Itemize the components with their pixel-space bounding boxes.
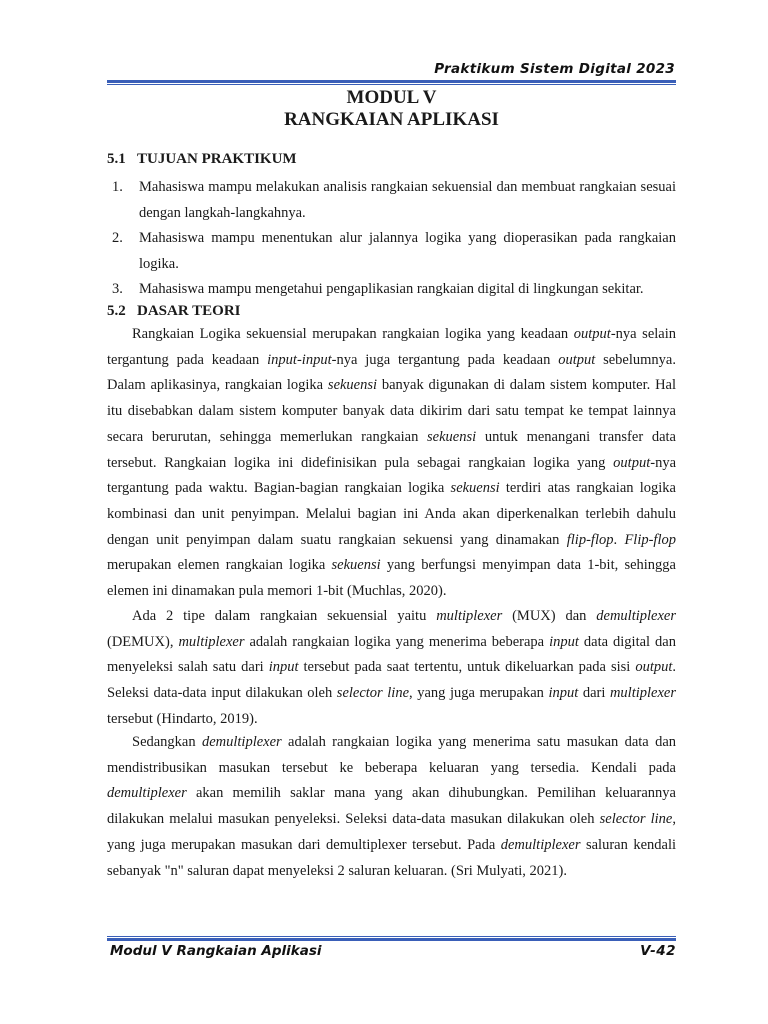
module-title-line2: RANGKAIAN APLIKASI (284, 109, 499, 130)
text-run: dari (578, 685, 610, 702)
text-run: banyak digunakan di dalam sistem komputer. Hal itu disebabkan dalam sistem komputer banyak data dikirim dari satu tempat ke tempat lainnya secara berurutan, sehingga memerlukan rangkaian (107, 377, 677, 445)
italic-term: input (549, 633, 579, 650)
italic-term: sekuensi (327, 377, 378, 394)
text-run: (DEMUX), (107, 633, 179, 650)
text-run: untuk menangani transfer data tersebut. Rangkaian logika ini didefinisikan pula sebagai rangkaian logika yang (107, 428, 676, 471)
text-run: adalah rangkaian logika yang menerima satu masukan data dan mendistribusikan masukan tersebut ke beberapa keluaran yang tersedia. Kendali pada (107, 734, 676, 776)
section-number: 5.1 (107, 151, 126, 167)
italic-term: output (635, 659, 673, 676)
text-run: data digital dan menyeleksi salah satu dari (107, 633, 676, 676)
italic-term: sekuensi (331, 557, 381, 574)
italic-term: output (573, 326, 611, 342)
italic-term: flip-flop (566, 531, 614, 548)
text-run: Sedangkan (132, 734, 202, 750)
text-run: . (613, 531, 625, 548)
section-heading-dasar-teori (107, 303, 241, 320)
text-run: -nya selain tergantung pada keadaan (107, 326, 676, 368)
text-run: tersebut pada saat tertentu, untuk dikeluarkan pada sisi (298, 659, 636, 676)
italic-term: input (548, 685, 579, 702)
list-item (107, 174, 676, 226)
text-run: Ada 2 tipe dalam rangkaian sekuensial yaitu (132, 608, 437, 624)
section-title: TUJUAN PRAKTIKUM (137, 151, 297, 167)
list-item (107, 225, 676, 277)
italic-term: input-input (267, 351, 332, 368)
text-run: saluran kendali sebanyak "n" saluran dapat menyeleksi 2 saluran keluaran. (Sri Mulyati, 2021). (107, 836, 676, 879)
italic-term: selector line (336, 685, 410, 702)
section-title: DASAR TEORI (137, 303, 241, 319)
footer-module-name: Modul V Rangkaian Aplikasi (110, 943, 322, 959)
italic-term: sekuensi (427, 428, 477, 445)
footer-rule-thin (107, 936, 676, 937)
text-run: tersebut (Hindarto, 2019). (107, 710, 258, 727)
italic-term: demultiplexer (201, 734, 282, 750)
text-run: merupakan elemen rangkaian logika (107, 557, 332, 574)
italic-term: demultiplexer (596, 608, 676, 624)
paragraph-sekuensial (107, 322, 676, 605)
text-run: terdiri atas rangkaian logika kombinasi dan unit penyimpan. Melalui bagian ini Anda akan diperkenalkan terlebih dahulu dengan unit penyimpan dalam suatu rangkaian sekuensi yang dinamakan (107, 480, 676, 548)
italic-term: demultiplexer (107, 785, 187, 802)
running-header: Praktikum Sistem Digital 2023 (434, 61, 675, 77)
list-marker: 2. (112, 230, 123, 246)
text-run: , yang juga merupakan masukan dari demultiplexer tersebut. Pada (107, 811, 676, 853)
italic-term: multiplexer (436, 608, 503, 624)
text-run: adalah rangkaian logika yang menerima beberapa (244, 633, 550, 650)
header-rule (107, 80, 676, 83)
page-number: V-42 (640, 943, 676, 959)
footer-rule (107, 938, 676, 941)
italic-term: selector line (599, 811, 673, 828)
text-run: akan memilih saklar mana yang akan dihubungkan. Pemilihan keluarannya dilakukan melalui masukan penyeleksi. Seleksi data-data masukan dilakukan oleh (107, 785, 676, 828)
text-run: . Seleksi data-data input dilakukan oleh (107, 659, 676, 702)
italic-term: multiplexer (178, 633, 245, 650)
paragraph-multiplexer (107, 604, 676, 733)
italic-term: input (268, 659, 299, 676)
italic-term: demultiplexer (500, 836, 581, 853)
italic-term: Flip-flop (624, 531, 676, 548)
text-run: sebelumnya. Dalam aplikasinya, rangkaian logika (107, 351, 676, 394)
text-run: (MUX) dan (502, 608, 597, 624)
header-rule-thin (107, 84, 676, 85)
module-title (107, 87, 676, 131)
text-run: -nya tergantung pada waktu. Bagian-bagian rangkaian logika (107, 454, 676, 497)
italic-term: multiplexer (609, 685, 676, 702)
text-run: Rangkaian Logika sekuensial merupakan rangkaian logika yang keadaan (132, 326, 574, 342)
italic-term: output (613, 454, 651, 471)
list-item-text: Mahasiswa mampu menentukan alur jalannya logika yang dioperasikan pada rangkaian logika. (139, 230, 676, 272)
paragraph-demultiplexer (107, 730, 676, 884)
text-run: , yang juga merupakan (409, 685, 549, 702)
list-marker: 3. (112, 281, 123, 297)
italic-term: sekuensi (450, 480, 500, 497)
list-item-text: Mahasiswa mampu mengetahui pengaplikasian rangkaian digital di lingkungan sekitar. (139, 281, 644, 297)
list-item-text: Mahasiswa mampu melakukan analisis rangkaian sekuensial dan membuat rangkaian sesuai dengan langkah-langkahnya. (139, 179, 676, 221)
list-marker: 1. (112, 179, 123, 195)
list-item (107, 276, 676, 302)
text-run: -nya juga tergantung pada keadaan (331, 351, 559, 368)
module-title-line1: MODUL V (346, 87, 437, 108)
italic-term: output (558, 351, 596, 368)
section-number: 5.2 (107, 303, 126, 319)
section-heading-tujuan (107, 151, 297, 168)
text-run: yang berfungsi menyimpan data 1-bit, sehingga elemen ini dinamakan pula memori 1-bit (Muchlas, 2020). (107, 557, 676, 600)
